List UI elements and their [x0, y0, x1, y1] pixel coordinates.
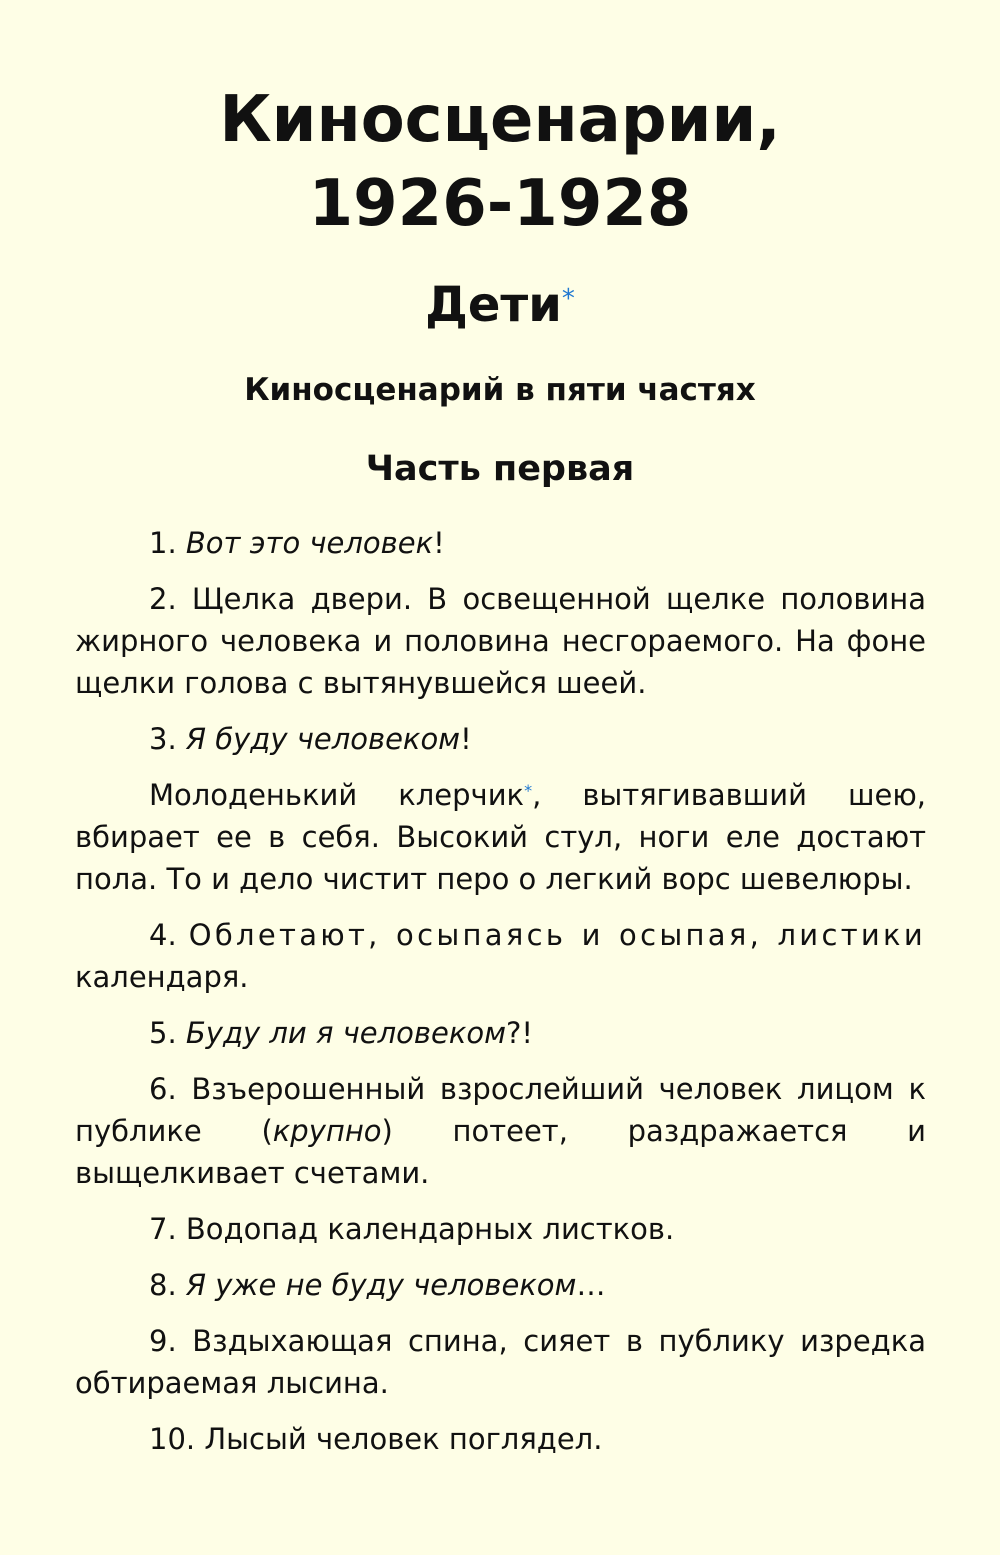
paragraph-6 [75, 1012, 926, 1054]
spaced-text: Облетают, осыпаясь и осыпая, листики [188, 918, 926, 952]
italic-text: Я уже не буду человеком [185, 1268, 577, 1302]
book-title [0, 78, 1000, 246]
paragraph-1 [75, 522, 926, 564]
body-text [75, 522, 926, 1474]
paragraph-9 [75, 1264, 926, 1306]
punctuation: … [576, 1268, 606, 1302]
item-number: 1. [149, 526, 177, 560]
punctuation: ! [460, 722, 472, 756]
text-before: 6. Взъерошенный взрослейший человек лицом к публике ( [75, 1072, 926, 1148]
item-number: 5. [149, 1016, 177, 1050]
paragraph-7 [75, 1068, 926, 1194]
paragraph-10: 9. Вздыхающая спина, сияет в публику изредка обтираемая лысина. [75, 1324, 926, 1400]
item-number: 3. [149, 722, 177, 756]
section-title [0, 272, 1000, 338]
italic-text: Вот это человек [185, 526, 434, 560]
item-number: 8. [149, 1268, 177, 1302]
paragraph-2: 2. Щелка двери. В освещенной щелке половина жирного человека и половина несгораемого. На фоне щелки голова с вытянувшейся шеей. [75, 582, 926, 700]
italic-text: Я буду человеком [185, 722, 461, 756]
footnote-link[interactable]: * [561, 284, 575, 314]
part-title: Часть первая [365, 449, 635, 489]
text-after: , вытягивавший шею, вбирает ее в себя. Высокий стул, ноги еле достают пола. То и дело чистит перо о легкий ворс шевелюры. [75, 778, 926, 896]
paragraph-5 [75, 914, 926, 998]
paragraph-3 [75, 718, 926, 760]
italic-text: крупно [272, 1114, 382, 1148]
text-after: ) потеет, раздражается и выщелкивает счетами. [75, 1114, 927, 1190]
paragraph-8: 7. Водопад календарных листков. [149, 1212, 675, 1246]
punctuation: ! [433, 526, 445, 560]
paragraph-4 [75, 774, 926, 900]
item-number: 4. [149, 918, 177, 952]
punctuation: ?! [505, 1016, 533, 1050]
book-title-line-1: Киносценарии, [219, 83, 781, 157]
subtitle: Киносценарий в пяти частях [244, 372, 756, 408]
section-title-text: Дети [425, 277, 562, 333]
footnote-link[interactable]: * [524, 781, 533, 800]
book-title-line-2: 1926-1928 [308, 167, 692, 241]
text-before: Молоденький клерчик [149, 778, 525, 812]
italic-text: Буду ли я человеком [185, 1016, 506, 1050]
paragraph-11: 10. Лысый человек поглядел. [149, 1422, 603, 1456]
text-after: календаря. [75, 960, 249, 994]
